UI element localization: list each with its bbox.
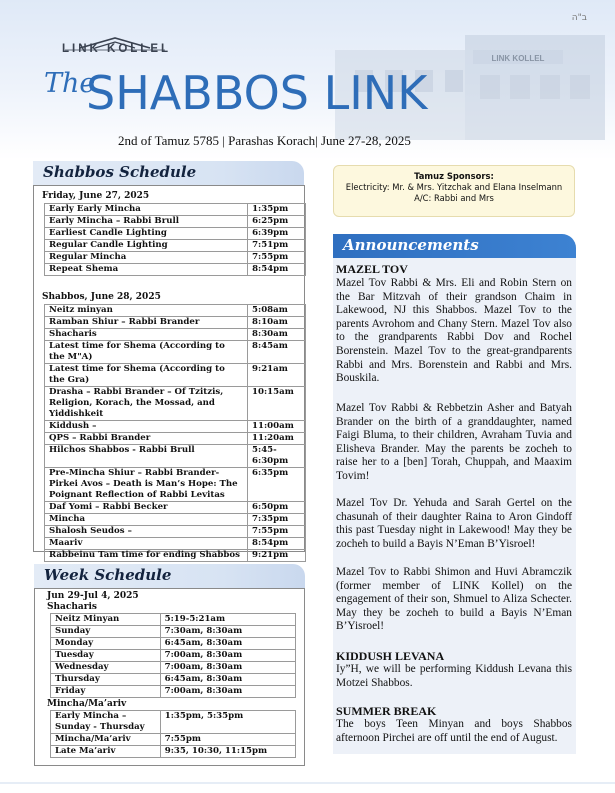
schedule-row bbox=[51, 626, 296, 638]
event-time: 5:45-6:30pm bbox=[248, 445, 306, 468]
schedule-row bbox=[45, 204, 306, 216]
schedule-row bbox=[45, 240, 306, 252]
event-name: Pre-Mincha Shiur – Rabbi Brander- Pirkei Avos – Death is Man’s Hope: The Poignant Reflection of Rabbi Levitas bbox=[45, 468, 248, 502]
schedule-row bbox=[45, 514, 306, 526]
event-name: Repeat Shema bbox=[45, 264, 248, 276]
friday-schedule-table bbox=[44, 203, 306, 276]
event-time: 9:21pm bbox=[248, 550, 306, 562]
event-time: 6:35pm bbox=[248, 468, 306, 502]
event-time: 7:55pm bbox=[248, 526, 306, 538]
event-time: 7:30am, 8:30am bbox=[160, 626, 295, 638]
schedule-row bbox=[45, 216, 306, 228]
kiddush-levana-text: Iy”H, we will be performing Kiddush Levana this Motzei Shabbos. bbox=[336, 663, 572, 689]
schedule-row bbox=[45, 317, 306, 329]
event-time: 11:20am bbox=[248, 433, 306, 445]
schedule-row bbox=[45, 264, 306, 276]
event-name: Early Mincha – Rabbi Brull bbox=[45, 216, 248, 228]
event-time: 8:45am bbox=[248, 341, 306, 364]
mazel-tov-brander: Mazel Tov Rabbi & Rebbetzin Asher and Batyah Brander on the birth of a granddaughter, named Faigi Bluma, to their children, Avraham Tuvia and Elisheva Brander. May the parents be zocheh to raise her to a [ben] Torah, Chuppah, and Maaxim Tovim! bbox=[336, 402, 572, 482]
shacharis-table bbox=[50, 613, 296, 698]
schedule-row bbox=[45, 364, 306, 387]
week-schedule-title: Week Schedule bbox=[44, 566, 172, 584]
sponsor-electricity: Electricity: Mr. & Mrs. Yitzchak and Elana Inselmann bbox=[345, 182, 563, 192]
mincha-label: Mincha/Ma’ariv bbox=[47, 699, 127, 709]
announcements-header bbox=[333, 234, 576, 258]
schedule-row bbox=[51, 662, 296, 674]
event-name: Regular Mincha bbox=[45, 252, 248, 264]
event-name: Late Ma’ariv bbox=[51, 746, 161, 758]
schedule-row bbox=[51, 746, 296, 758]
event-name: Mincha bbox=[45, 514, 248, 526]
issue-date-line: 2nd of Tamuz 5785 | Parashas Korach| June 27-28, 2025 bbox=[118, 133, 411, 148]
event-name: Rabbeinu Tam time for ending Shabbos bbox=[45, 550, 248, 562]
friday-label: Friday, June 27, 2025 bbox=[42, 191, 150, 201]
event-name: Daf Yomi – Rabbi Becker bbox=[45, 502, 248, 514]
schedule-row bbox=[45, 433, 306, 445]
mazel-tov-heading: MAZEL TOV bbox=[336, 262, 408, 276]
schedule-row bbox=[45, 526, 306, 538]
event-time: 7:00am, 8:30am bbox=[160, 662, 295, 674]
schedule-row bbox=[45, 305, 306, 317]
summer-break-text: The boys Teen Minyan and boys Shabbos afternoon Pirchei are off until the end of August. bbox=[336, 718, 572, 744]
event-time: 6:45am, 8:30am bbox=[160, 674, 295, 686]
event-time: 6:25pm bbox=[248, 216, 306, 228]
event-time: 7:55pm bbox=[160, 734, 295, 746]
event-name: Thursday bbox=[51, 674, 161, 686]
event-time: 11:00am bbox=[248, 421, 306, 433]
sponsor-ac: A/C: Rabbi and Mrs bbox=[414, 193, 494, 203]
schedule-row bbox=[51, 711, 296, 734]
event-name: Maariv bbox=[45, 538, 248, 550]
event-name: Drasha – Rabbi Brander – Of Tzitzis, Religion, Korach, the Mossad, and Yiddishkeit bbox=[45, 387, 248, 421]
event-time: 5:08am bbox=[248, 305, 306, 317]
event-name: Early Early Mincha bbox=[45, 204, 248, 216]
event-time: 6:45am, 8:30am bbox=[160, 638, 295, 650]
shabbos-day-schedule-table bbox=[44, 304, 306, 562]
mazel-tov-gertel: Mazel Tov Dr. Yehuda and Sarah Gertel on the chasunah of their daughter Raina to Aron Gindoff this past Tuesday night in Lakewood! May they be zocheh to build a Bayis N’Eman B’Yisroel! bbox=[336, 497, 572, 550]
event-time: 9:21am bbox=[248, 364, 306, 387]
sponsors-heading: Tamuz Sponsors: bbox=[414, 171, 494, 181]
event-name: Earliest Candle Lighting bbox=[45, 228, 248, 240]
schedule-row bbox=[45, 387, 306, 421]
schedule-row bbox=[51, 686, 296, 698]
schedule-row bbox=[45, 538, 306, 550]
mazel-tov-abramczik: Mazel Tov to Rabbi Shimon and Huvi Abramczik (former member of LINK Kollel) on the engagement of their son, Shmuel to Aliza Schecter. May they be zocheh to build a Bayis N’Eman B’Yisroel! bbox=[336, 566, 572, 633]
event-time: 8:54pm bbox=[248, 538, 306, 550]
schedule-row bbox=[45, 228, 306, 240]
schedule-row bbox=[45, 502, 306, 514]
event-name: Shalosh Seudos – bbox=[45, 526, 248, 538]
event-name: Sunday bbox=[51, 626, 161, 638]
event-name: Early Mincha – Sunday - Thursday bbox=[51, 711, 161, 734]
event-name: Neitz Minyan bbox=[51, 614, 161, 626]
shabbos-day-label: Shabbos, June 28, 2025 bbox=[42, 292, 161, 302]
event-name: Latest time for Shema (According to the M"A) bbox=[45, 341, 248, 364]
event-name: Regular Candle Lighting bbox=[45, 240, 248, 252]
schedule-row bbox=[45, 341, 306, 364]
event-name: Shacharis bbox=[45, 329, 248, 341]
sponsors-box bbox=[333, 165, 575, 217]
event-time: 6:39pm bbox=[248, 228, 306, 240]
shabbos-schedule-header bbox=[33, 161, 304, 185]
shabbos-schedule-title: Shabbos Schedule bbox=[43, 163, 197, 181]
event-time: 7:51pm bbox=[248, 240, 306, 252]
mincha-table bbox=[50, 710, 296, 758]
schedule-row bbox=[45, 421, 306, 433]
schedule-row bbox=[51, 674, 296, 686]
event-time: 7:55pm bbox=[248, 252, 306, 264]
event-name: Monday bbox=[51, 638, 161, 650]
event-time: 8:10am bbox=[248, 317, 306, 329]
event-name: Latest time for Shema (According to the Gra) bbox=[45, 364, 248, 387]
event-time: 10:15am bbox=[248, 387, 306, 421]
kiddush-levana-heading: KIDDUSH LEVANA bbox=[336, 649, 445, 663]
shacharis-label: Shacharis bbox=[47, 602, 97, 612]
event-name: Neitz minyan bbox=[45, 305, 248, 317]
schedule-row bbox=[45, 329, 306, 341]
summer-break-heading: SUMMER BREAK bbox=[336, 704, 437, 718]
schedule-row bbox=[51, 614, 296, 626]
event-time: 6:50pm bbox=[248, 502, 306, 514]
event-time: 7:35pm bbox=[248, 514, 306, 526]
event-name: Tuesday bbox=[51, 650, 161, 662]
event-name: Mincha/Ma’ariv bbox=[51, 734, 161, 746]
masthead bbox=[0, 0, 615, 160]
event-time: 1:35pm bbox=[248, 204, 306, 216]
event-name: Wednesday bbox=[51, 662, 161, 674]
event-time: 8:30am bbox=[248, 329, 306, 341]
event-time: 9:35, 10:30, 11:15pm bbox=[160, 746, 295, 758]
schedule-row bbox=[45, 468, 306, 502]
event-name: QPS – Rabbi Brander bbox=[45, 433, 248, 445]
event-time: 7:00am, 8:30am bbox=[160, 650, 295, 662]
footer-divider bbox=[0, 782, 615, 784]
event-name: Kiddush – bbox=[45, 421, 248, 433]
event-time: 5:19-5:21am bbox=[160, 614, 295, 626]
event-time: 8:54pm bbox=[248, 264, 306, 276]
building-sign: LINK KOLLEL bbox=[491, 54, 545, 63]
title-prefix: The bbox=[44, 68, 96, 99]
week-schedule-header bbox=[34, 564, 305, 588]
schedule-row bbox=[45, 252, 306, 264]
newsletter-title: SHABBOS LINK bbox=[86, 66, 428, 120]
schedule-row bbox=[51, 734, 296, 746]
schedule-row bbox=[45, 445, 306, 468]
hebrew-mark: ב"ה bbox=[571, 13, 587, 23]
schedule-row bbox=[45, 550, 306, 562]
schedule-row bbox=[51, 638, 296, 650]
mazel-tov-stern: Mazel Tov Rabbi & Mrs. Eli and Robin Stern on the Bar Mitzvah of their grandson Chaim in Lakewood, NJ this Shabbos. Mazel Tov to the parents Avrohom and Chany Stern. Mazel Tov also to the grandparents Rabbi Dov and Rochel Borenstein. Mazel Tov to the great-grandparents Rabbi and Mrs. Borenstein and Rabbi and Mrs. Bouskila. bbox=[336, 277, 572, 385]
logo-text: LINK KOLLEL bbox=[62, 43, 172, 55]
announcements-title: Announcements bbox=[343, 236, 479, 254]
event-name: Friday bbox=[51, 686, 161, 698]
event-time: 7:00am, 8:30am bbox=[160, 686, 295, 698]
schedule-row bbox=[51, 650, 296, 662]
event-time: 1:35pm, 5:35pm bbox=[160, 711, 295, 734]
week-date-range: Jun 29-Jul 4, 2025 bbox=[47, 591, 139, 601]
event-name: Ramban Shiur – Rabbi Brander bbox=[45, 317, 248, 329]
event-name: Hilchos Shabbos - Rabbi Brull bbox=[45, 445, 248, 468]
